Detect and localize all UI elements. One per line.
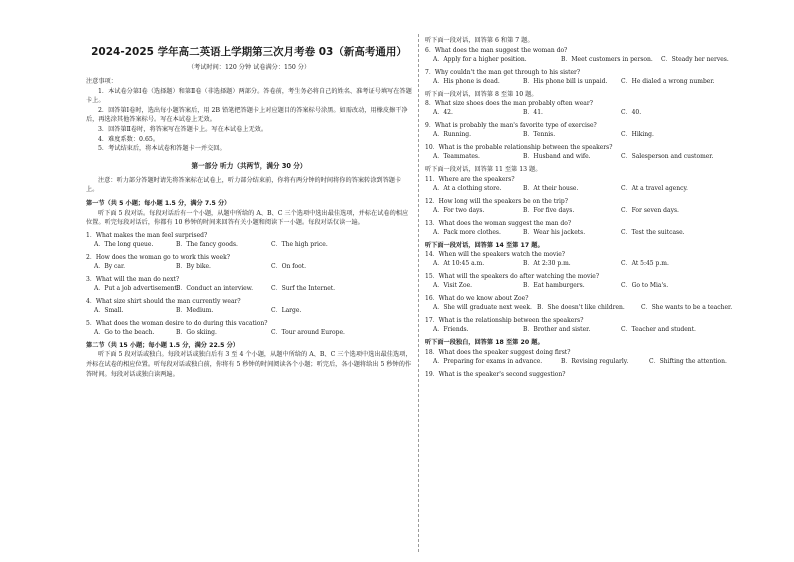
question: 6．What does the man suggest the woman do?: [425, 46, 568, 54]
option-b: B．At 2:30 p.m.: [523, 260, 571, 268]
question: 2．How does the woman go to work this week?: [86, 253, 230, 261]
option-c: C．Go to Mia's.: [621, 282, 669, 290]
option-b: B．The fancy goods.: [176, 240, 238, 248]
question: 18．What does the speaker suggest doing first?: [425, 348, 571, 356]
option-a: A．Preparing for exams in advance.: [433, 357, 543, 365]
note-item: 1．本试卷分第Ⅰ卷（选择题）和第Ⅱ卷（非选择题）两部分。答卷前，考生务必将自己的姓名、准考证号填写在答题卡上。: [86, 87, 412, 105]
option-b: B．Go skiing.: [176, 328, 217, 336]
option-c: C．For seven days.: [621, 206, 679, 214]
section1-heading: 第一节（共 5 小题；每小题 1.5 分，满分 7.5 分）: [86, 199, 231, 207]
option-c: C．On foot.: [271, 262, 307, 270]
question: 14．When will the speakers watch the movie?: [425, 251, 565, 259]
option-a: A．Pack more clothes.: [433, 228, 501, 236]
group-instruction: 听下面一段独白，回答第 18 至第 20 题。: [425, 339, 544, 347]
note-item: 3．回答第Ⅱ卷时，将答案写在答题卡上。写在本试卷上无效。: [98, 125, 268, 133]
option-c: C．Teacher and student.: [621, 326, 696, 334]
option-c: C．Salesperson and customer.: [621, 153, 714, 161]
option-a: A．Teammates.: [433, 153, 480, 161]
question: 17．What is the relationship between the speakers?: [425, 317, 584, 325]
option-b: B．His phone bill is unpaid.: [523, 77, 608, 85]
group-instruction: 听下面一段对话，回答第 6 和第 7 题。: [425, 37, 534, 44]
part1-heading: 第一部分 听力（共两节，满分 30 分）: [191, 161, 307, 170]
note-item: 4．难度系数：0.65。: [98, 135, 160, 143]
exam-title: 2024-2025 学年高二英语上学期第三次月考卷 03（新高考通用）: [91, 46, 407, 58]
options-row: [425, 108, 755, 117]
group-instruction: 听下面一段对话，回答第 8 至第 10 题。: [425, 90, 538, 98]
option-a: A．By car.: [94, 262, 126, 270]
notes-heading: 注意事项：: [86, 78, 117, 85]
option-a: A．For two days.: [433, 206, 485, 214]
options-row: [425, 152, 755, 161]
options-row: [86, 240, 412, 249]
option-c: C．Large.: [271, 306, 302, 314]
option-c: C．The high price.: [271, 240, 328, 248]
option-b: B．Tennis.: [523, 131, 556, 139]
option-c: C．Shifting the attention.: [649, 357, 727, 365]
option-b: B．Wear his jackets.: [523, 228, 586, 236]
option-c: C．Test the suitcase.: [621, 228, 685, 236]
option-c: C．Surf the Internet.: [271, 284, 336, 292]
option-b: B．Husband and wife.: [523, 153, 591, 161]
option-b: B．Revising regularly.: [561, 357, 629, 365]
option-a: A．Friends.: [433, 326, 469, 334]
option-c: C．Hiking.: [621, 131, 654, 139]
column-divider: [418, 34, 419, 552]
left-column: [86, 36, 412, 379]
option-c: C．She wants to be a teacher.: [641, 304, 733, 312]
option-a: A．At 10:45 a.m.: [433, 260, 485, 268]
question: 8．What size shoes does the man probably often wear?: [425, 100, 593, 108]
option-a: A．Apply for a higher position.: [433, 55, 527, 63]
exam-subtitle: （考试时间：120 分钟 试卷满分：150 分）: [187, 64, 311, 71]
option-c: C．At a travel agency.: [621, 184, 688, 192]
section2-intro: 听下面 5 段对话或独白。每段对话或独白后有 3 至 4 个小题，从题中所给的 A、B、C 三个选项中选出最佳选项，并标在试卷的相应位置。听每段对话或独白前，你将有 5 秒钟的时间阅读各个小题；听完后，各小题将给出 5 秒钟的作答时间。每段对话或独白读两遍。: [86, 351, 412, 378]
group-instruction: 听下面一段对话，回答第 11 至第 13 题。: [425, 166, 542, 174]
option-b: B．Brother and sister.: [523, 326, 591, 334]
question: 1．What makes the man feel surprised?: [86, 231, 208, 239]
option-a: A．The long queue.: [94, 240, 154, 248]
option-a: A．His phone is dead.: [433, 77, 500, 85]
question: 5．What does the woman desire to do during this vacation?: [86, 319, 268, 327]
option-c: C．At 5:45 p.m.: [621, 260, 669, 268]
question: 4．What size shirt should the man currently wear?: [86, 297, 241, 305]
question: 3．What will the man do next?: [86, 275, 180, 283]
note-item: 2．回答第Ⅰ卷时，选出每小题答案后，用 2B 铅笔把答题卡上对应题目的答案标号涂黑。如需改动，用橡皮擦干净后，再选涂其他答案标号。写在本试卷上无效。: [86, 106, 408, 124]
option-a: A．Go to the beach.: [94, 328, 155, 336]
options-row: [86, 262, 412, 271]
question: 19．What is the speaker's second suggestion?: [425, 370, 566, 378]
options-row: [425, 325, 755, 334]
question: 9．What is probably the man's favorite type of exercise?: [425, 122, 597, 130]
option-c: C．Steady her nerves.: [661, 55, 729, 63]
options-row: [425, 130, 755, 139]
note-item: 5．考试结束后，将本试卷和答题卡一并交回。: [98, 145, 226, 153]
options-row: [425, 77, 755, 86]
options-row: [425, 357, 755, 366]
option-b: B．Meet customers in person.: [561, 55, 653, 63]
options-row: [425, 228, 755, 237]
section1-intro: 听下面 5 段对话。每段对话后有一个小题，从题中所给的 A、B、C 三个选项中选出最佳选项，并标在试卷的相应位置。听完每段对话后，你都有 10 秒钟的时间来回答有关小题和阅读下一小题。每段对话仅读一遍。: [86, 209, 409, 227]
option-c: C．Tour around Europe.: [271, 328, 345, 336]
option-a: A．Running.: [433, 131, 471, 139]
group-instruction: 听下面一段对话，回答第 14 至第 17 题。: [425, 241, 544, 249]
options-row: [425, 259, 755, 268]
question: 10．What is the probable relationship between the speakers?: [425, 144, 613, 152]
option-b: B．41.: [523, 109, 543, 117]
question: 12．How long will the speakers be on the trip?: [425, 197, 568, 205]
right-column: [425, 36, 755, 379]
options-row: [425, 184, 755, 193]
option-b: B．For five days.: [523, 206, 575, 214]
option-a: A．Visit Zoe.: [433, 282, 473, 290]
option-a: A．At a clothing store.: [433, 184, 502, 192]
option-b: B．Medium.: [176, 306, 214, 314]
options-row: [86, 284, 412, 293]
options-row: [425, 206, 755, 215]
question: 11．Where are the speakers?: [425, 175, 515, 183]
option-a: A．She will graduate next week.: [433, 304, 532, 312]
section2-heading: 第二节（共 15 小题；每小题 1.5 分，满分 22.5 分）: [86, 341, 239, 349]
part1-intro: 注意：听力部分答题时请先将答案标在试卷上，听力部分结束前，你将有两分钟的时间将你的答案转涂到答题卡上。: [86, 176, 402, 194]
option-c: C．40.: [621, 109, 642, 117]
option-b: B．By bike.: [176, 262, 211, 270]
options-row: [425, 55, 755, 64]
option-c: C．He dialed a wrong number.: [621, 77, 715, 85]
options-row: [86, 306, 412, 315]
question: 16．What do we know about Zoe?: [425, 295, 529, 303]
option-b: B．Eat hamburgers.: [523, 282, 585, 290]
option-a: A．42.: [433, 109, 453, 117]
options-row: [425, 303, 755, 312]
option-a: A．Small.: [94, 306, 124, 314]
options-row: [86, 328, 412, 337]
options-row: [425, 281, 755, 290]
question: 15．What will the speakers do after watching the movie?: [425, 273, 600, 281]
option-b: B．Conduct an interview.: [176, 284, 254, 292]
option-b: B．At their house.: [523, 184, 579, 192]
option-b: B．She doesn't like children.: [537, 304, 625, 312]
option-a: A．Put a job advertisement.: [94, 284, 179, 292]
question: 7．Why couldn't the man get through to his sister?: [425, 68, 581, 76]
question: 13．What does the woman suggest the man do?: [425, 219, 572, 227]
